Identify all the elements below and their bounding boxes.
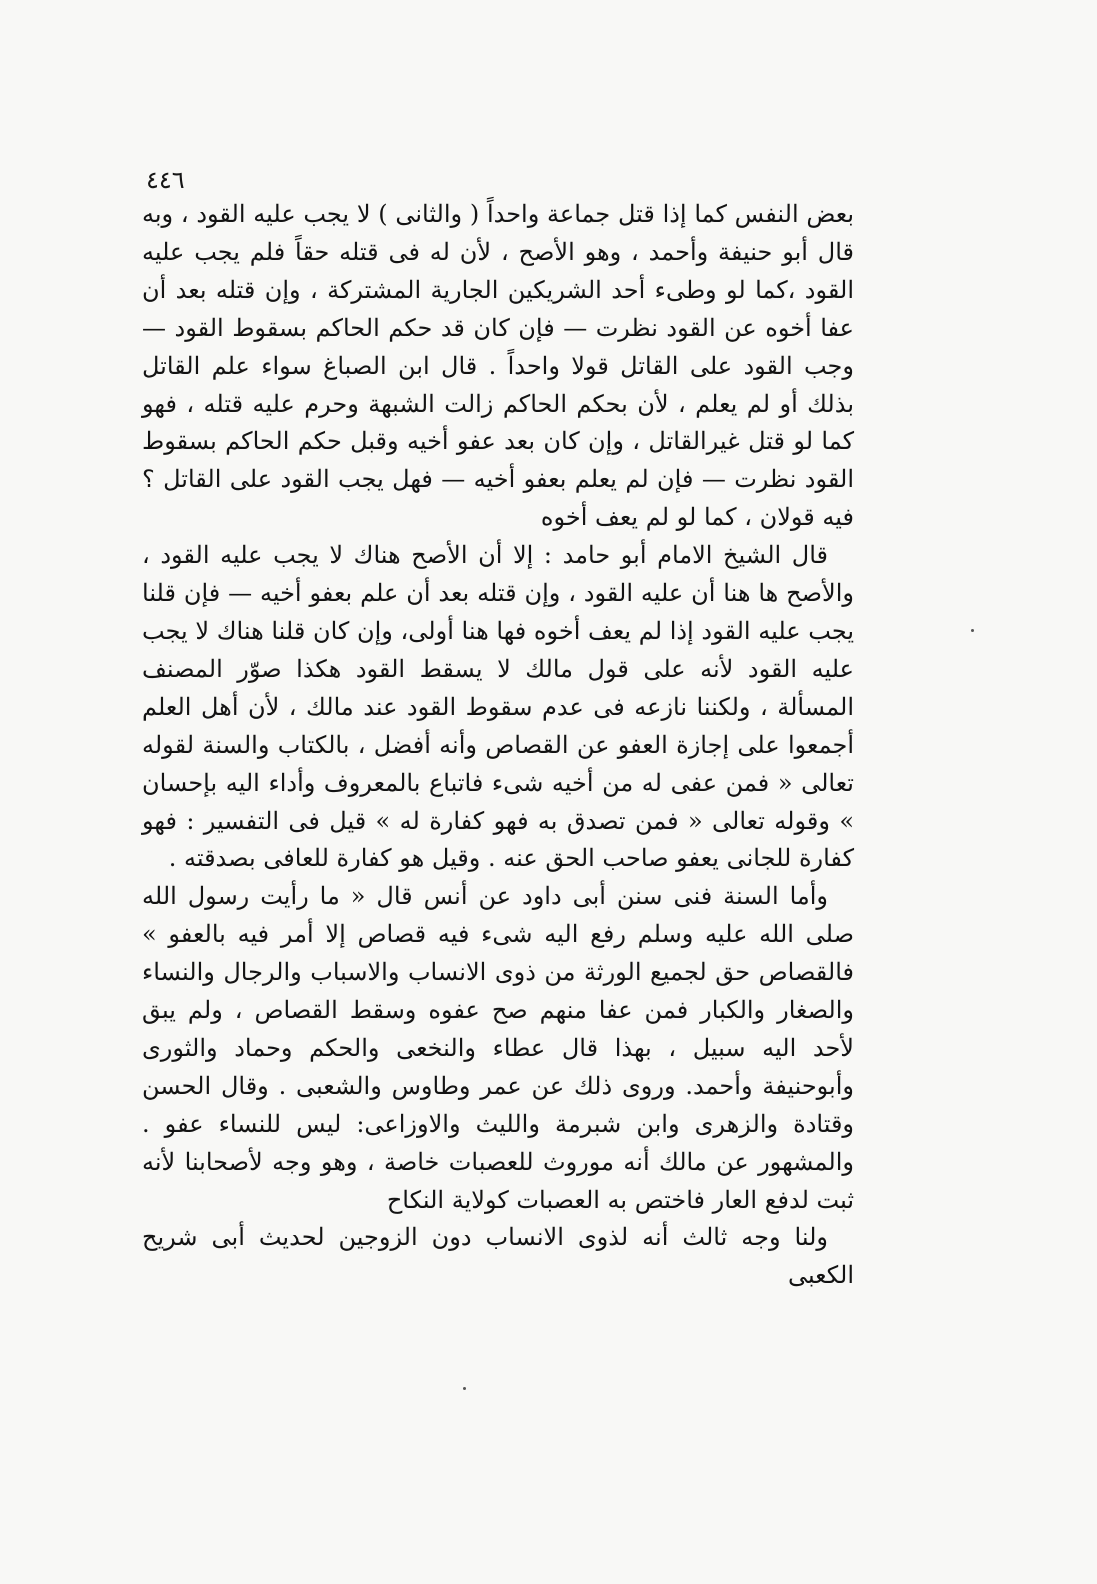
- ink-speck: [463, 1387, 466, 1390]
- paragraph-4: ولنا وجه ثالث أنه لذوى الانساب دون الزوجين لحديث أبى شريح الكعبى: [142, 1223, 854, 1290]
- paragraph-1: بعض النفس كما إذا قتل جماعة واحداً ( والثانى ) لا يجب عليه القود ، وبه قال أبو حنيفة وأحمد ، وهو الأصح ، لأن له فى قتله حقاً فلم يجب عليه القود ،كما لو وطىء أحد الشريكين الجارية المشتركة ، وإن قتله بعد أن عفا أخوه عن القود نظرت — فإن كان قد حكم الحاكم بسقوط القود — وجب القود على القاتل قولا واحداً . قال ابن الصباغ سواء علم القاتل بذلك أو لم يعلم ، لأن بحكم الحاكم زالت الشبهة وحرم عليه قتله ، فهو كما لو قتل غيرالقاتل ، وإن كان بعد عفو أخيه وقبل حكم الحاكم بسقوط القود نظرت — فإن لم يعلم بعفو أخيه — فهل يجب القود على القاتل ؟ فيه قولان ، كما لو لم يعف أخوه: [142, 200, 854, 532]
- body-text: [142, 196, 854, 1295]
- paragraph-2: قال الشيخ الامام أبو حامد : إلا أن الأصح هناك لا يجب عليه القود ، والأصح ها هنا أن عليه القود ، وإن قتله بعد أن علم بعفو أخيه — فإن قلنا يجب عليه القود إذا لم يعف أخوه فها هنا أولى، وإن كان قلنا هناك لا يجب عليه القود لأنه على قول مالك لا يسقط القود هكذا صوّر المصنف المسألة ، ولكننا نازعه فى عدم سقوط القود عند مالك ، لأن أهل العلم أجمعوا على إجازة العفو عن القصاص وأنه أفضل ، بالكتاب والسنة لقوله تعالى « فمن عفى له من أخيه شىء فاتباع بالمعروف وأداء اليه بإحسان » وقوله تعالى « فمن تصدق به فهو كفارة له » قيل فى التفسير : فهو كفارة للجانى يعفو صاحب الحق عنه . وقيل هو كفارة للعافى بصدقته .: [142, 541, 854, 873]
- ink-speck: [971, 629, 974, 632]
- page-number: ٤٤٦: [146, 166, 185, 194]
- paragraph-3: وأما السنة فنى سنن أبى داود عن أنس قال « ما رأيت رسول الله صلى الله عليه وسلم رفع اليه شىء فيه قصاص إلا أمر فيه بالعفو » فالقصاص حق لجميع الورثة من ذوى الانساب والاسباب والرجال والنساء والصغار والكبار فمن عفا منهم صح عفوه وسقط القصاص ، ولم يبق لأحد اليه سبيل ، بهذا قال عطاء والنخعى والحكم وحماد والثورى وأبوحنيفة وأحمد. وروى ذلك عن عمر وطاوس والشعبى . وقال الحسن وقتادة والزهرى وابن شبرمة والليث والاوزاعى: ليس للنساء عفو . والمشهور عن مالك أنه موروث للعصبات خاصة ، وهو وجه لأصحابنا لأنه ثبت لدفع العار فاختص به العصبات كولاية النكاح: [142, 882, 855, 1214]
